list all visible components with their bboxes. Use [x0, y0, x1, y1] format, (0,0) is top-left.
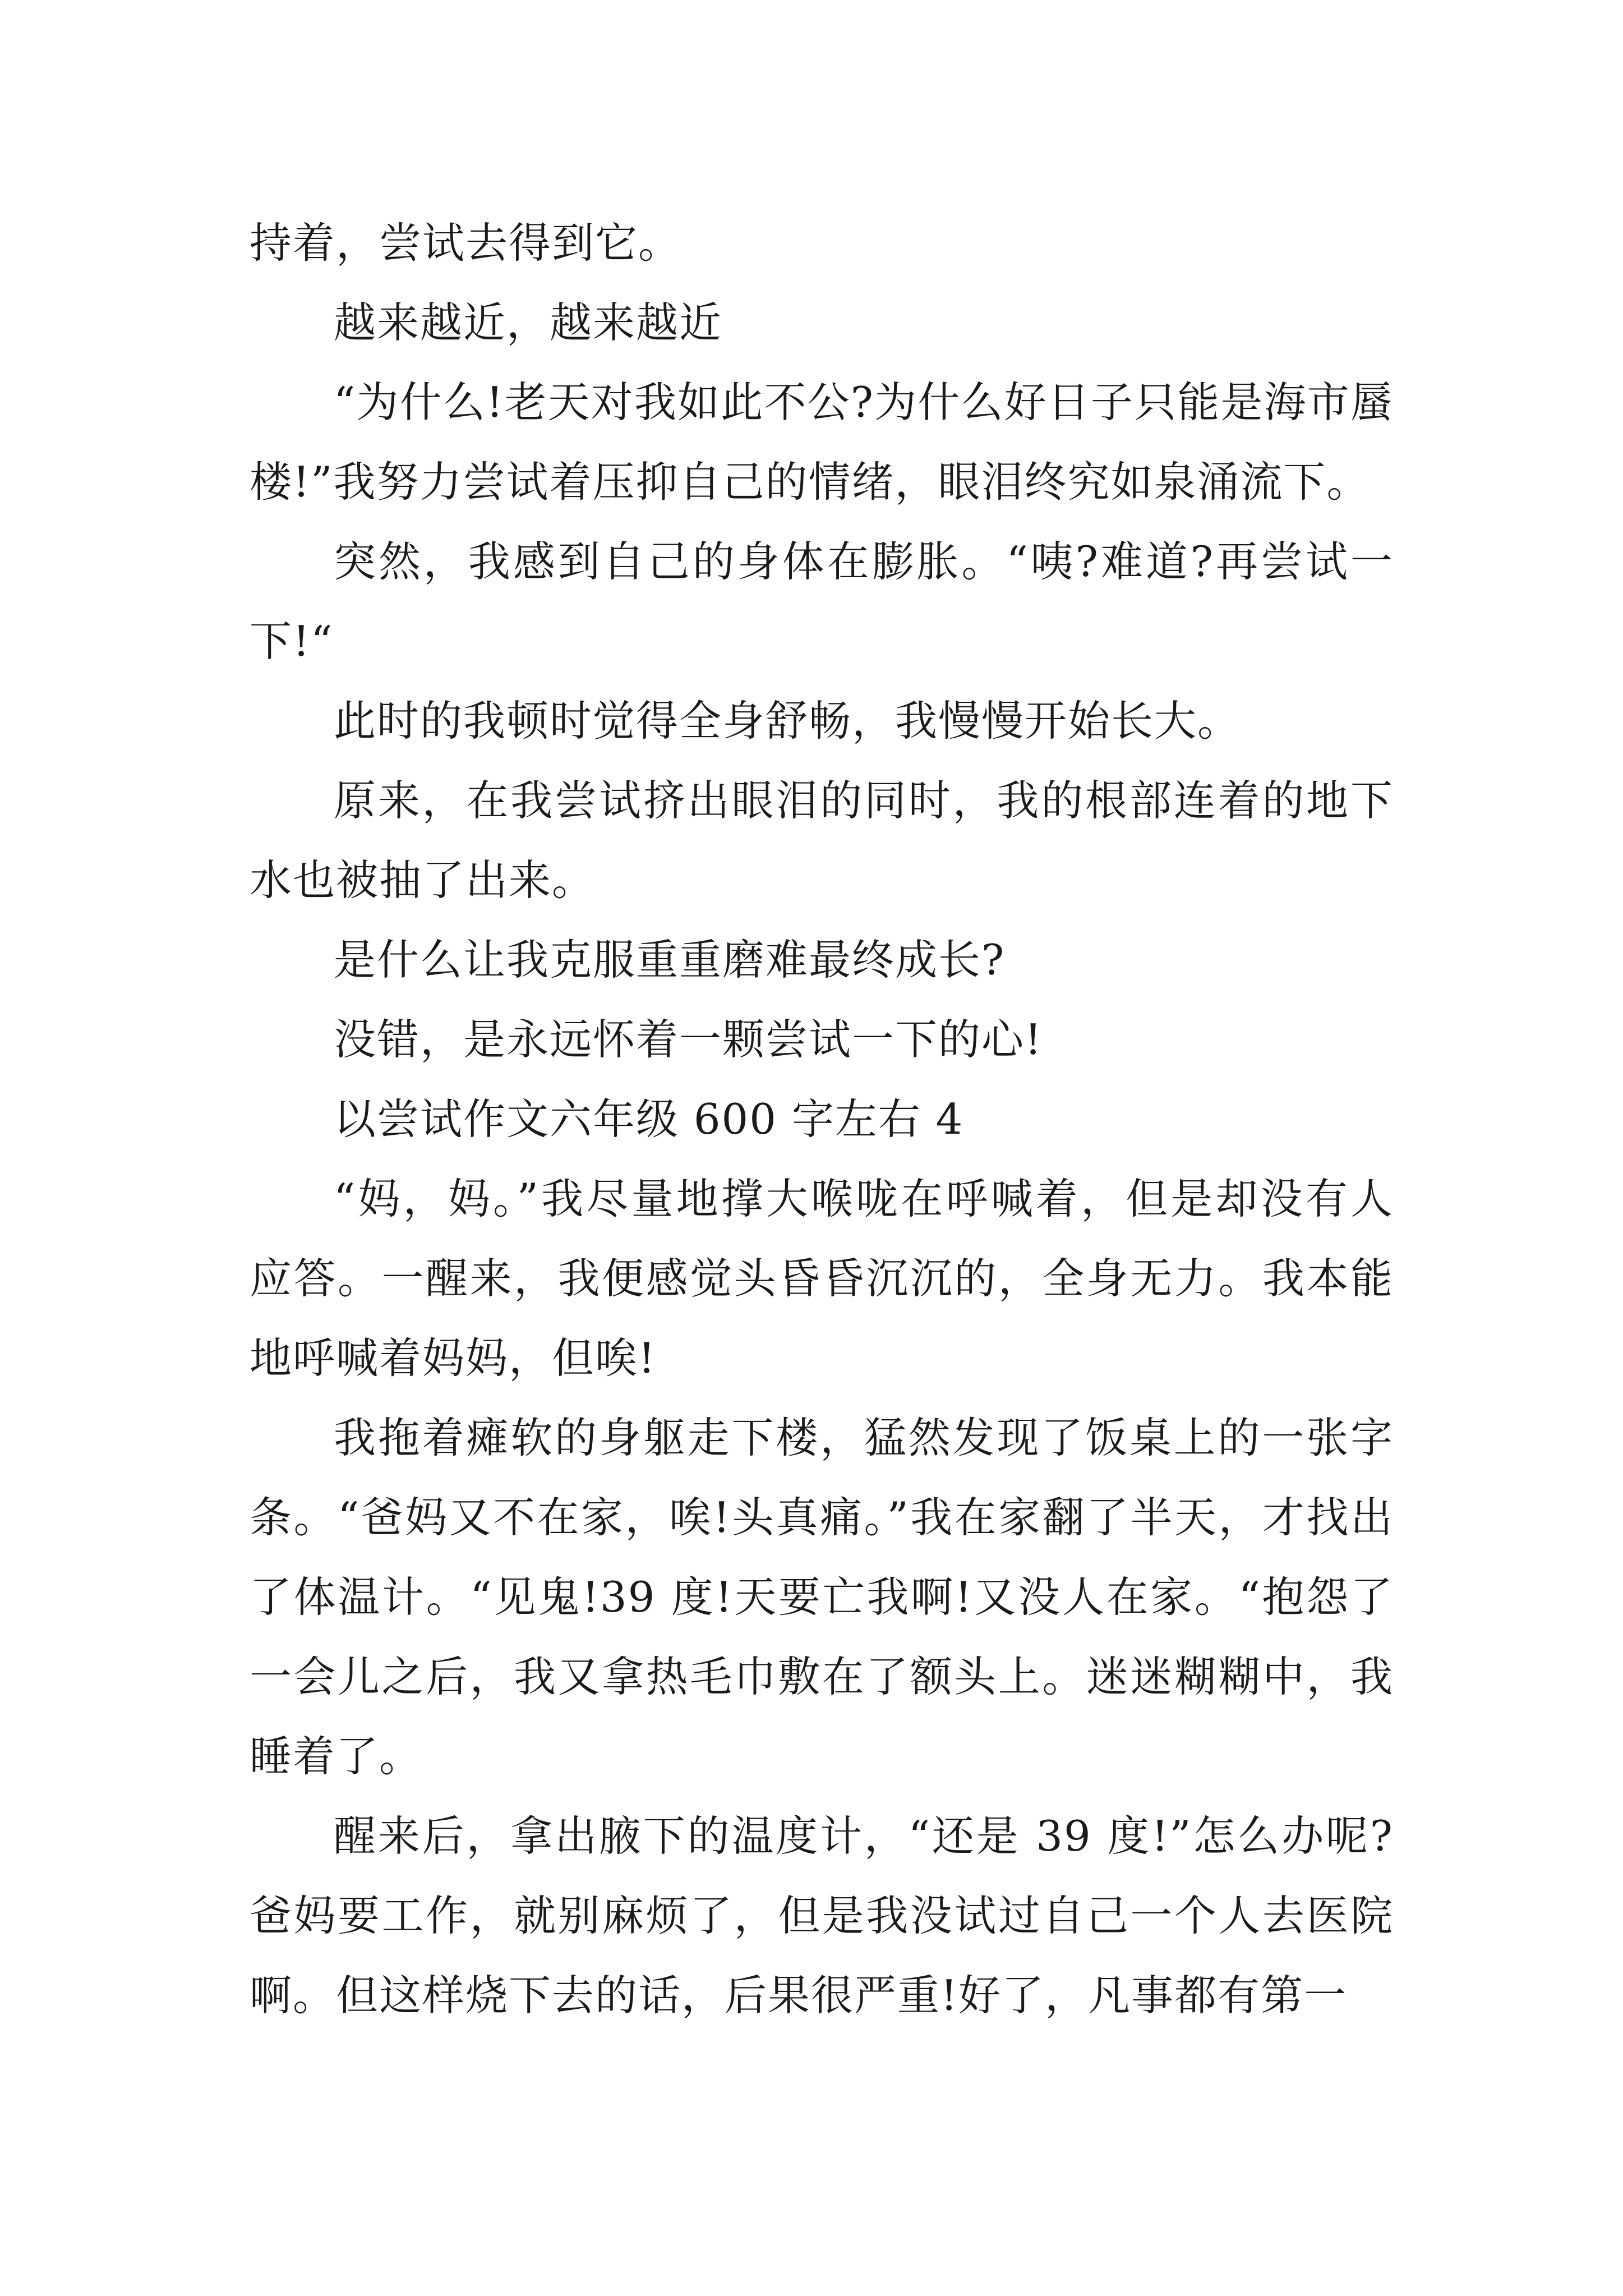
paragraph: 我拖着瘫软的身躯走下楼，猛然发现了饭桌上的一张字条。“爸妈又不在家，唉!头真痛。”我在家翻了半天，才找出了体温计。“见鬼!39 度!天要亡我啊!又没人在家。“抱怨了一会儿之后，我又拿热毛巾敷在了额头上。迷迷糊糊中，我睡着了。	[250, 1413, 1394, 1781]
paragraph: 原来，在我尝试挤出眼泪的同时，我的根部连着的地下水也被抽了出来。	[250, 776, 1394, 905]
section-heading: 以尝试作文六年级 600 字左右 4	[334, 1094, 964, 1144]
document-body	[250, 203, 1394, 2035]
paragraph: 没错，是永远怀着一颗尝试一下的心!	[334, 1015, 1043, 1064]
paragraph: 突然，我感到自己的身体在膨胀。“咦?难道?再尝试一下!“	[250, 537, 1394, 666]
paragraph: “为什么!老天对我如此不公?为什么好日子只能是海市蜃楼!”我努力尝试着压抑自己的情绪，眼泪终究如泉涌流下。	[250, 378, 1394, 507]
paragraph: 醒来后，拿出腋下的温度计，“还是 39 度!”怎么办呢?爸妈要工作，就别麻烦了，但是我没试过自己一个人去医院啊。但这样烧下去的话，后果很严重!好了，凡事都有第一	[250, 1811, 1394, 2020]
paragraph: 是什么让我克服重重磨难最终成长?	[334, 935, 1006, 984]
paragraph: 越来越近，越来越近	[334, 298, 723, 347]
paragraph: 此时的我顿时觉得全身舒畅，我慢慢开始长大。	[334, 696, 1241, 746]
paragraph: “妈，妈。”我尽量地撑大喉咙在呼喊着，但是却没有人应答。一醒来，我便感觉头昏昏沉沉的，全身无力。我本能地呼喊着妈妈，但唉!	[250, 1174, 1394, 1383]
paragraph: 持着，尝试去得到它。	[250, 218, 682, 268]
